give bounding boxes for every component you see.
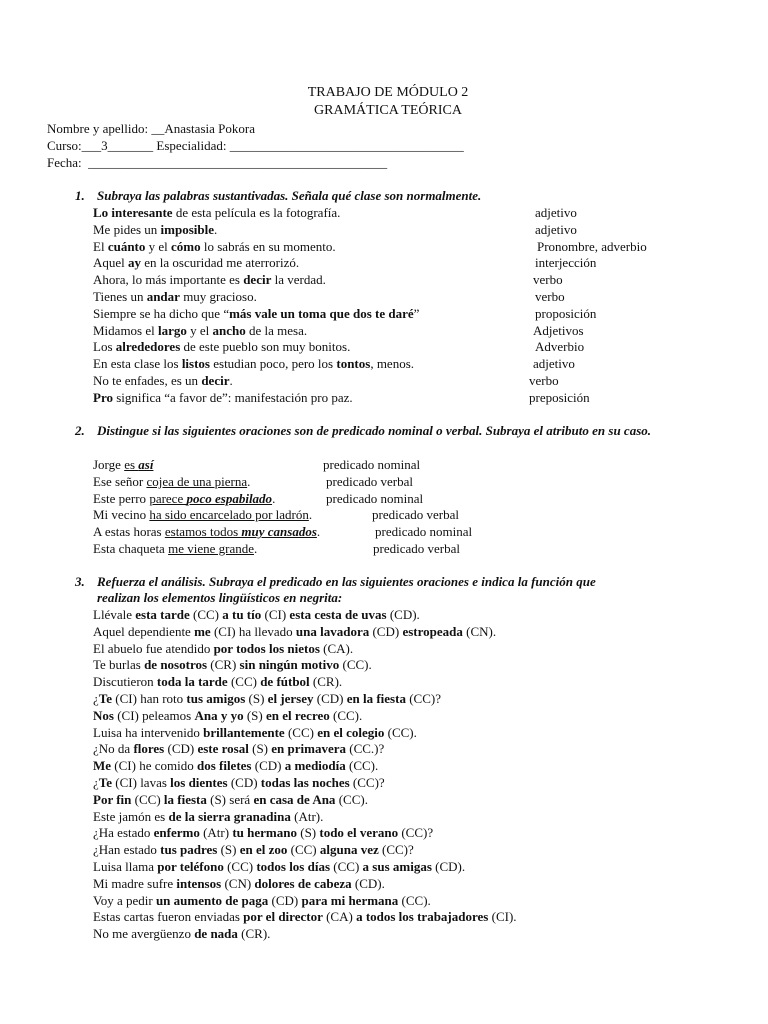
sentence-fragment: Siempre se ha dicho que “	[93, 305, 230, 321]
sentence-fragment: (CI).	[488, 909, 517, 925]
sentence-fragment: en primavera	[271, 741, 346, 757]
sentence-fragment: enfermo	[153, 825, 200, 841]
exercise-sentence	[93, 641, 353, 658]
sentence-fragment: (CC)	[284, 724, 318, 740]
sentence-fragment: ”	[413, 305, 420, 321]
sentence-fragment: sin ningún motivo	[239, 657, 340, 673]
sentence-fragment: (CC).	[345, 758, 379, 774]
sentence-fragment: ¿	[93, 775, 99, 790]
question-3-heading	[75, 574, 596, 591]
sentence-fragment: de nada	[194, 926, 238, 942]
sentence-fragment: parece	[149, 490, 187, 506]
sentence-fragment: Este jamón es	[93, 808, 169, 824]
sentence-fragment: (CC)	[287, 842, 320, 858]
exercise-sentence	[93, 876, 385, 893]
sentence-fragment: ¿	[93, 691, 99, 706]
sentence-fragment: a tu tío	[222, 607, 262, 622]
sentence-fragment: (CC)	[330, 859, 363, 874]
exercise-sentence	[93, 741, 384, 758]
sentence-fragment: (CC)?	[398, 825, 434, 841]
exercise-answer: Adverbio	[535, 339, 585, 355]
exercise-sentence	[93, 859, 465, 876]
document-title: TRABAJO DE MÓDULO 2	[307, 85, 469, 100]
sentence-fragment: (S)	[217, 842, 240, 858]
sentence-fragment: significa “a favor de”: manifestación pro paz.	[112, 389, 353, 405]
sentence-fragment: (CI) he comido	[111, 758, 197, 774]
sentence-fragment: un aumento de paga	[155, 892, 269, 908]
sentence-fragment: (CC).	[398, 892, 431, 908]
sentence-fragment: a sus amigas	[362, 859, 432, 874]
sentence-fragment: más vale un toma que dos te daré	[229, 305, 414, 321]
exercise-answer: predicado nominal	[326, 490, 424, 506]
sentence-fragment: (CI) lavas	[112, 775, 171, 790]
sentence-fragment: decir	[243, 272, 272, 288]
exercise-sentence	[93, 272, 326, 289]
sentence-fragment: en el colegio	[317, 724, 385, 740]
sentence-fragment: (CR)	[207, 657, 240, 673]
sentence-fragment: (CD).	[351, 875, 385, 891]
exercise-answer: predicado nominal	[375, 524, 473, 540]
question-text: Distingue si las siguientes oraciones son de predicado nominal o verbal. Subraya el atributo en su caso.	[97, 423, 651, 438]
sentence-fragment: así	[138, 457, 154, 472]
exercise-answer: interjección	[535, 255, 597, 271]
sentence-fragment: No me avergüenzo	[93, 926, 195, 942]
sentence-fragment: de la sierra granadina	[168, 808, 291, 824]
sentence-fragment: en el zoo	[239, 842, 288, 858]
sentence-fragment: alguna vez	[319, 842, 379, 858]
sentence-fragment: (CD)	[164, 741, 198, 757]
exercise-answer: verbo	[529, 373, 559, 388]
sentence-fragment: Llévale	[93, 607, 136, 622]
sentence-fragment: (CN).	[462, 623, 497, 639]
sentence-fragment: es	[124, 457, 139, 472]
sentence-fragment: (CC).	[384, 724, 417, 740]
sentence-fragment: (CR).	[237, 926, 271, 942]
exercise-sentence	[93, 491, 275, 508]
sentence-fragment: (CC)	[189, 607, 223, 622]
sentence-fragment: de la mesa.	[245, 322, 308, 338]
sentence-fragment: Te	[98, 775, 113, 790]
exercise-sentence	[93, 674, 342, 691]
sentence-fragment: alrededores	[115, 339, 181, 355]
exercise-sentence	[93, 926, 270, 943]
exercise-sentence	[93, 239, 336, 256]
sentence-fragment: me	[194, 623, 211, 639]
sentence-fragment: .	[272, 490, 276, 506]
question-text: Refuerza el análisis. Subraya el predicado en las siguientes oraciones e indica la función que	[97, 574, 596, 589]
sentence-fragment: (CC).	[335, 791, 368, 807]
sentence-fragment: flores	[133, 741, 165, 757]
sentence-fragment: (CC).	[329, 707, 363, 723]
sentence-fragment: El abuelo fue atendido	[93, 640, 214, 656]
sentence-fragment: cojea de una pierna	[146, 473, 248, 489]
sentence-fragment: Me	[93, 758, 112, 774]
sentence-fragment: (Atr).	[290, 808, 324, 824]
sentence-fragment: en casa de Ana	[253, 791, 336, 807]
sentence-fragment: Esta chaqueta	[93, 541, 169, 556]
exercise-answer: predicado verbal	[372, 507, 459, 523]
sentence-fragment: a mediodía	[284, 758, 346, 774]
sentence-fragment: .	[316, 524, 321, 540]
sentence-fragment: ¿Han estado	[93, 842, 161, 858]
sentence-fragment: esta tarde	[135, 607, 190, 622]
sentence-fragment: (CD)	[369, 623, 403, 639]
sentence-fragment: cuánto	[107, 238, 146, 254]
sentence-fragment: todas las noches	[260, 775, 350, 790]
sentence-fragment: dolores de cabeza	[254, 875, 352, 891]
sentence-fragment: (CI)	[261, 607, 290, 622]
sentence-fragment: en la oscuridad me aterrorizó.	[141, 255, 300, 271]
sentence-fragment: (CC)	[223, 859, 257, 874]
sentence-fragment: (S)	[243, 707, 266, 723]
sentence-fragment: .	[214, 221, 218, 237]
sentence-fragment: Luisa llama	[93, 859, 158, 874]
sentence-fragment: (CC)	[227, 674, 261, 690]
sentence-fragment: (S) será	[206, 791, 254, 807]
sentence-fragment: Mi vecino	[93, 507, 150, 523]
course-value: 3	[101, 138, 108, 153]
sentence-fragment: Ese señor	[93, 473, 147, 489]
sentence-fragment: a todos los trabajadores	[356, 909, 489, 925]
sentence-fragment: la fiesta	[163, 791, 207, 807]
sentence-fragment: ¿Ha estado	[93, 825, 154, 841]
exercise-answer: Adjetivos	[533, 322, 584, 338]
sentence-fragment: brillantemente	[203, 724, 285, 740]
sentence-fragment: Los	[93, 339, 116, 355]
sentence-fragment: (S)	[248, 741, 272, 757]
sentence-fragment: En esta clase los	[93, 356, 182, 372]
exercise-answer: adjetivo	[533, 356, 575, 372]
sentence-fragment: (CI) peleamos	[113, 707, 195, 723]
sentence-fragment: estamos todos	[164, 524, 242, 540]
question-2-heading	[75, 423, 735, 439]
exercise-sentence	[93, 792, 368, 809]
sentence-fragment: decir	[201, 373, 230, 388]
sentence-fragment: (S)	[296, 825, 320, 841]
sentence-fragment: poco espabilado	[186, 490, 273, 506]
sentence-fragment: el jersey	[267, 691, 314, 706]
question-number: 3.	[75, 574, 85, 589]
sentence-fragment: (CI) ha llevado	[210, 623, 296, 639]
exercise-sentence	[93, 725, 417, 742]
sentence-fragment: la verdad.	[271, 272, 326, 288]
sentence-fragment: muy gracioso.	[179, 289, 257, 304]
sentence-fragment: y el	[145, 238, 172, 254]
sentence-fragment: (CC).	[339, 657, 372, 673]
sentence-fragment: Midamos el	[93, 322, 158, 338]
sentence-fragment: por el director	[243, 909, 323, 925]
sentence-fragment: andar	[146, 289, 180, 304]
question-3-heading-line2: realizan los elementos lingüísticos en negrita:	[97, 590, 343, 605]
sentence-fragment: (CD).	[386, 607, 420, 622]
sentence-fragment: (CC)?	[349, 775, 385, 790]
exercise-sentence	[93, 909, 517, 926]
sentence-fragment: (Atr)	[199, 825, 233, 841]
exercise-sentence	[93, 390, 353, 407]
exercise-sentence	[93, 524, 320, 541]
exercise-sentence	[93, 255, 299, 272]
sentence-fragment: de fútbol	[260, 674, 310, 690]
question-number: 1.	[75, 188, 85, 203]
date-field: Fecha: ______________________________________________	[47, 155, 388, 170]
exercise-sentence	[93, 507, 312, 524]
exercise-sentence	[93, 289, 257, 306]
exercise-answer: proposición	[535, 305, 597, 321]
sentence-fragment: Ahora, lo más importante es	[93, 272, 244, 288]
exercise-sentence	[93, 893, 431, 910]
sentence-fragment: Te	[98, 691, 113, 706]
sentence-fragment: cómo	[171, 238, 201, 254]
sentence-fragment: .	[247, 473, 251, 489]
name-label: Nombre y apellido: __	[47, 121, 165, 136]
sentence-fragment: A estas horas	[93, 524, 165, 540]
exercise-sentence	[93, 607, 420, 624]
sentence-fragment: ha sido encarcelado por ladrón	[149, 507, 309, 523]
exercise-sentence	[93, 825, 433, 842]
sentence-fragment: Mi madre sufre	[93, 875, 177, 891]
specialty-label: _______ Especialidad: ____________________________________	[107, 138, 464, 153]
sentence-fragment: Este perro	[93, 490, 150, 506]
sentence-fragment: tu hermano	[232, 825, 297, 841]
sentence-fragment: Tienes un	[93, 289, 147, 304]
sentence-fragment: El	[93, 238, 108, 254]
sentence-fragment: (CD).	[431, 859, 466, 874]
sentence-fragment: largo	[158, 322, 187, 338]
course-label: Curso:___	[47, 138, 102, 153]
sentence-fragment: en la fiesta	[346, 691, 406, 706]
sentence-fragment: Pro	[93, 389, 113, 405]
exercise-answer: adjetivo	[535, 221, 577, 237]
sentence-fragment: Aquel dependiente	[93, 623, 195, 639]
sentence-fragment: ancho	[212, 322, 246, 338]
sentence-fragment: de nosotros	[144, 657, 208, 673]
sentence-fragment: (CN)	[221, 875, 255, 891]
sentence-fragment: toda la tarde	[156, 674, 228, 690]
sentence-fragment: .	[229, 373, 233, 388]
sentence-fragment: intensos	[176, 875, 222, 891]
exercise-answer: preposición	[529, 389, 590, 405]
course-field	[47, 138, 464, 155]
sentence-fragment: Lo interesante	[93, 205, 173, 220]
sentence-fragment: estropeada	[402, 623, 463, 639]
sentence-fragment: (CR).	[309, 674, 343, 690]
sentence-fragment: (CI) han roto	[112, 691, 187, 706]
sentence-fragment: Me pides un	[93, 221, 161, 237]
exercise-sentence	[93, 809, 323, 826]
sentence-fragment: todo el verano	[319, 825, 399, 841]
exercise-sentence	[93, 205, 340, 222]
exercise-answer: predicado verbal	[373, 541, 460, 556]
sentence-fragment: esta cesta de uvas	[289, 607, 387, 622]
exercise-sentence	[93, 541, 257, 558]
exercise-answer: predicado nominal	[323, 457, 421, 472]
exercise-answer: verbo	[533, 272, 563, 288]
sentence-fragment: estudian poco, pero los	[209, 356, 337, 372]
sentence-fragment: Ana y yo	[194, 707, 244, 723]
name-value: Anastasia Pokora	[164, 121, 255, 136]
sentence-fragment: me viene grande	[168, 541, 254, 556]
sentence-fragment: (CC.)?	[345, 741, 385, 757]
exercise-sentence	[93, 708, 362, 725]
sentence-fragment: (CA).	[319, 640, 354, 656]
sentence-fragment: imposible	[160, 221, 214, 237]
exercise-sentence	[93, 356, 414, 373]
question-text: Subraya las palabras sustantivadas. Señala qué clase son normalmente.	[97, 188, 482, 203]
sentence-fragment: (CC)?	[378, 842, 414, 858]
sentence-fragment: tus amigos	[186, 691, 246, 706]
question-number: 2.	[75, 423, 85, 438]
sentence-fragment: y el	[186, 322, 213, 338]
sentence-fragment: No te enfades, es un	[93, 373, 202, 388]
sentence-fragment: listos	[181, 356, 210, 372]
sentence-fragment: de esta película es la fotografía.	[172, 205, 341, 220]
sentence-fragment: (CC)?	[405, 691, 441, 706]
sentence-fragment: Te burlas	[93, 657, 145, 673]
sentence-fragment: Por fin	[93, 791, 132, 807]
sentence-fragment: tontos	[336, 356, 371, 372]
exercise-answer: adjetivo	[535, 205, 577, 220]
sentence-fragment: Jorge	[93, 457, 125, 472]
sentence-fragment: de este pueblo son muy bonitos.	[180, 339, 351, 355]
sentence-fragment: Nos	[93, 707, 114, 723]
exercise-sentence	[93, 373, 233, 390]
sentence-fragment: en el recreo	[265, 707, 330, 723]
sentence-fragment: por teléfono	[157, 859, 224, 874]
document-subtitle: GRAMÁTICA TEÓRICA	[314, 103, 462, 118]
exercise-sentence	[93, 758, 378, 775]
exercise-sentence	[93, 775, 385, 792]
exercise-sentence	[93, 657, 372, 674]
exercise-sentence	[93, 691, 441, 708]
sentence-fragment: tus padres	[160, 842, 218, 858]
sentence-fragment: Voy a pedir	[93, 892, 156, 908]
sentence-fragment: lo sabrás en su momento.	[200, 238, 336, 254]
sentence-fragment: dos filetes	[196, 758, 252, 774]
sentence-fragment: muy cansados	[241, 524, 317, 540]
sentence-fragment: todos los días	[256, 859, 331, 874]
exercise-sentence	[93, 842, 414, 859]
sentence-fragment: (CD)	[268, 892, 302, 908]
exercise-sentence	[93, 474, 250, 491]
sentence-fragment: este rosal	[197, 741, 249, 757]
exercise-sentence	[93, 457, 153, 474]
sentence-fragment: .	[308, 507, 313, 523]
sentence-fragment: Discutieron	[93, 674, 157, 690]
sentence-fragment: Estas cartas fueron enviadas	[93, 909, 244, 925]
name-field	[47, 121, 255, 138]
sentence-fragment: una lavadora	[295, 623, 370, 639]
sentence-fragment: para mi hermana	[301, 892, 399, 908]
sentence-fragment: (CD)	[251, 758, 285, 774]
sentence-fragment: (CD)	[227, 775, 261, 790]
sentence-fragment: ay	[128, 255, 142, 271]
sentence-fragment: , menos.	[370, 356, 415, 372]
sentence-fragment: Luisa ha intervenido	[93, 724, 204, 740]
sentence-fragment: (CD)	[313, 691, 347, 706]
exercise-sentence	[93, 624, 496, 641]
sentence-fragment: (CA)	[322, 909, 357, 925]
sentence-fragment: por todos los nietos	[213, 640, 320, 656]
exercise-answer: Pronombre, adverbio	[537, 238, 647, 254]
sentence-fragment: (S)	[245, 691, 268, 706]
sentence-fragment: ¿No da	[93, 741, 134, 757]
exercise-sentence	[93, 306, 419, 323]
question-1-heading	[75, 188, 481, 205]
exercise-answer: verbo	[535, 289, 565, 304]
exercise-sentence	[93, 222, 217, 239]
sentence-fragment: .	[253, 541, 258, 556]
exercise-answer: predicado verbal	[326, 473, 413, 489]
exercise-sentence	[93, 339, 350, 356]
sentence-fragment: (CC)	[131, 791, 164, 807]
exercise-sentence	[93, 323, 307, 340]
sentence-fragment: Aquel	[93, 255, 129, 271]
sentence-fragment: los dientes	[170, 775, 228, 790]
